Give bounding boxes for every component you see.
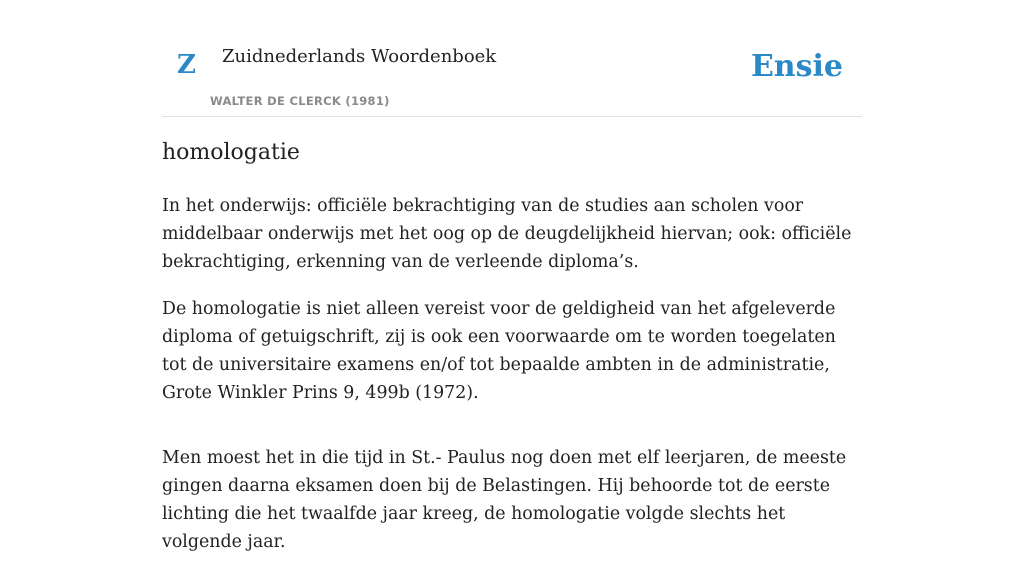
entry-quote: De homologatie is niet alleen vereist voor de geldigheid van het afgeleverde diploma of getuigschrift, zij is ook een voorwaarde om te worden toegelaten tot de universitaire examens en/of tot bepaalde ambten in de administratie, Grote Winkler Prins 9, 499b (1972).: [162, 299, 836, 403]
dictionary-header: [162, 0, 862, 117]
entry-content: [162, 192, 862, 575]
entry-example: Men moest het in die tijd in St.- Paulus nog doen met elf leerjaren, de meeste gingen daarna eksamen doen bij de Belastingen. Hij behoorde tot de eerste lichting die het twaalfde jaar kreeg, de homologatie volgde slechts het volgende jaar.: [162, 448, 847, 552]
entry-headword: homologatie: [162, 140, 300, 165]
dictionary-logo-icon[interactable]: Z: [177, 50, 196, 80]
dictionary-author: WALTER DE CLERCK (1981): [210, 94, 390, 108]
entry-definition: In het onderwijs: officiële bekrachtiging van de studies aan scholen voor middelbaar onderwijs met het oog op de deugdelijkheid hiervan; ook: officiële bekrachtiging, erkenning van de verleende diploma’s.: [162, 196, 852, 272]
ensie-logo[interactable]: Ensie: [750, 49, 843, 84]
dictionary-title[interactable]: Zuidnederlands Woordenboek: [222, 46, 497, 67]
